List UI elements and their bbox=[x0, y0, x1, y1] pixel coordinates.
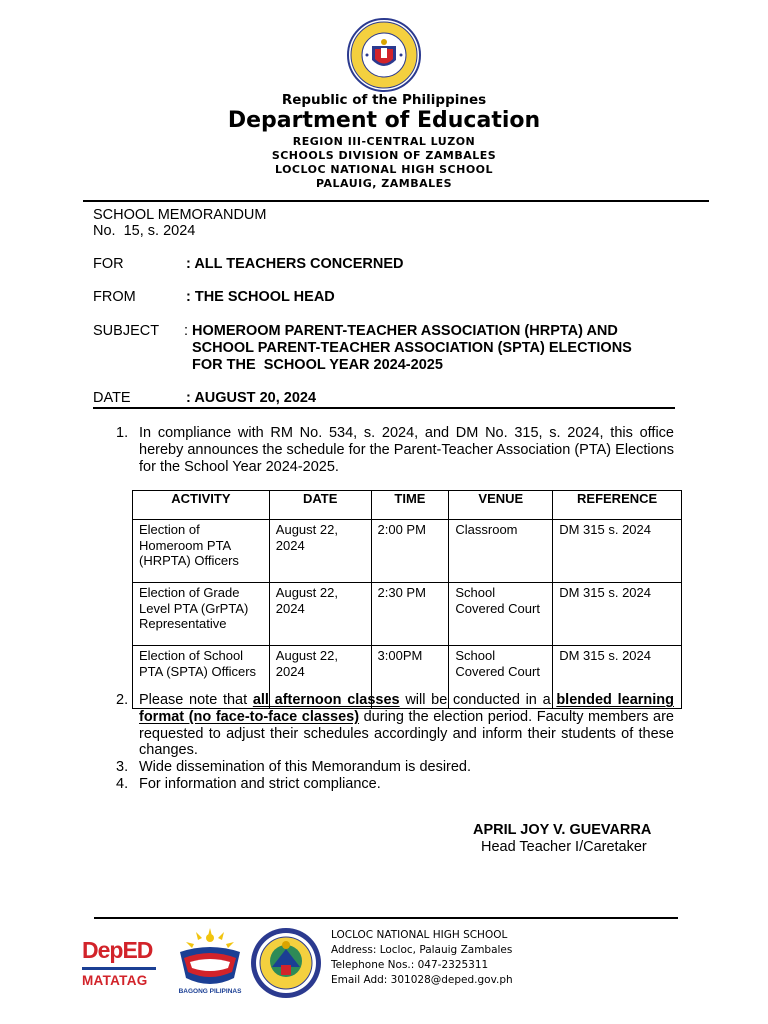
bagong-pilipinas-text: BAGONG PILIPINAS bbox=[178, 988, 242, 995]
cell-activity: Election of Grade Level PTA (GrPTA) Representative bbox=[133, 583, 270, 646]
deped-divider-bar bbox=[82, 967, 156, 970]
subject-label: SUBJECT bbox=[93, 323, 160, 339]
item-2-text bbox=[139, 692, 674, 759]
cell-time: 2:00 PM bbox=[371, 520, 449, 583]
cell-date: August 22, 2024 bbox=[269, 646, 371, 709]
schedule-table bbox=[132, 490, 682, 709]
footer-address: Address: Locloc, Palauig Zambales bbox=[331, 944, 513, 956]
deped-matatag-logo bbox=[80, 935, 160, 997]
cell-activity: Election of School PTA (SPTA) Officers bbox=[133, 646, 270, 709]
cell-time: 2:30 PM bbox=[371, 583, 449, 646]
item-3-number: 3. bbox=[116, 759, 129, 775]
table-header-row bbox=[133, 491, 682, 520]
table-row bbox=[133, 583, 682, 646]
for-label: FOR bbox=[93, 256, 124, 272]
date-label: DATE bbox=[93, 390, 131, 406]
cell-time: 3:00PM bbox=[371, 646, 449, 709]
item-3-text: Wide dissemination of this Memorandum is desired. bbox=[139, 759, 472, 775]
deped-seal-logo bbox=[347, 18, 421, 92]
item-1-text: In compliance with RM No. 534, s. 2024, and DM No. 315, s. 2024, this office hereby announces the schedule for the Parent-Teacher Association (PTA) Elections for the School Year 2024-2025. bbox=[139, 425, 674, 475]
cell-venue: Classroom bbox=[449, 520, 553, 583]
col-header-venue: VENUE bbox=[449, 491, 553, 520]
item-2-emphasis-format: blended learning format (no face-to-face classes) bbox=[139, 692, 675, 725]
from-label: FROM bbox=[93, 289, 136, 305]
signatory-name: APRIL JOY V. GUEVARRA bbox=[473, 822, 652, 838]
for-value: : ALL TEACHERS CONCERNED bbox=[186, 256, 404, 272]
cell-reference: DM 315 s. 2024 bbox=[553, 583, 682, 646]
region-heading: REGION III-CENTRAL LUZON bbox=[292, 135, 476, 148]
cell-venue: School Covered Court bbox=[449, 583, 553, 646]
memo-number: No. 15, s. 2024 bbox=[93, 223, 196, 239]
location-heading: PALAUIG, ZAMBALES bbox=[315, 177, 453, 190]
memo-type: SCHOOL MEMORANDUM bbox=[93, 207, 267, 223]
footer-school-name: LOCLOC NATIONAL HIGH SCHOOL bbox=[331, 929, 508, 941]
subject-colon: : bbox=[184, 323, 189, 339]
col-header-time: TIME bbox=[371, 491, 449, 520]
date-value: : AUGUST 20, 2024 bbox=[186, 390, 317, 406]
col-header-reference: REFERENCE bbox=[553, 491, 682, 520]
item-2-part-a: Please note that bbox=[139, 692, 253, 708]
item-4-number: 4. bbox=[116, 776, 129, 792]
from-value: : THE SCHOOL HEAD bbox=[186, 289, 335, 305]
republic-heading: Republic of the Philippines bbox=[281, 92, 487, 108]
col-header-activity: ACTIVITY bbox=[133, 491, 270, 520]
footer-email: Email Add: 301028@deped.gov.ph bbox=[331, 974, 513, 986]
cell-activity: Election of Homeroom PTA (HRPTA) Officers bbox=[133, 520, 270, 583]
table-row bbox=[133, 520, 682, 583]
bagong-pilipinas-logo bbox=[174, 928, 246, 1000]
signatory-title: Head Teacher I/Caretaker bbox=[481, 839, 647, 855]
school-seal-logo bbox=[250, 927, 322, 999]
subject-line-3: FOR THE SCHOOL YEAR 2024-2025 bbox=[192, 357, 443, 373]
memo-divider bbox=[93, 407, 675, 409]
department-heading: Department of Education bbox=[227, 108, 541, 133]
deped-wordmark: DepED bbox=[82, 937, 153, 963]
cell-date: August 22, 2024 bbox=[269, 583, 371, 646]
cell-date: August 22, 2024 bbox=[269, 520, 371, 583]
item-2-number: 2. bbox=[116, 692, 129, 708]
item-4-text: For information and strict compliance. bbox=[139, 776, 381, 792]
cell-reference: DM 315 s. 2024 bbox=[553, 520, 682, 583]
matatag-wordmark: MATATAG bbox=[82, 973, 148, 988]
subject-line-1: HOMEROOM PARENT-TEACHER ASSOCIATION (HRPTA) AND bbox=[192, 323, 618, 339]
footer-divider bbox=[94, 917, 678, 919]
cell-venue: School Covered Court bbox=[449, 646, 553, 709]
col-header-date: DATE bbox=[269, 491, 371, 520]
item-2-emphasis-classes: all afternoon classes bbox=[252, 692, 400, 708]
division-heading: SCHOOLS DIVISION OF ZAMBALES bbox=[271, 149, 497, 162]
footer-telephone: Telephone Nos.: 047-2325311 bbox=[331, 959, 489, 971]
school-heading: LOCLOC NATIONAL HIGH SCHOOL bbox=[274, 163, 494, 176]
subject-line-2: SCHOOL PARENT-TEACHER ASSOCIATION (SPTA) ELECTIONS bbox=[192, 340, 632, 356]
item-2-part-e: during the election period. Faculty members are requested to adjust their schedules accordingly and inform their students of these changes. bbox=[139, 708, 674, 759]
header-divider bbox=[83, 200, 709, 202]
item-1-number: 1. bbox=[116, 425, 129, 441]
cell-reference: DM 315 s. 2024 bbox=[553, 646, 682, 709]
item-2-part-c: will be conducted in a bbox=[399, 692, 557, 708]
